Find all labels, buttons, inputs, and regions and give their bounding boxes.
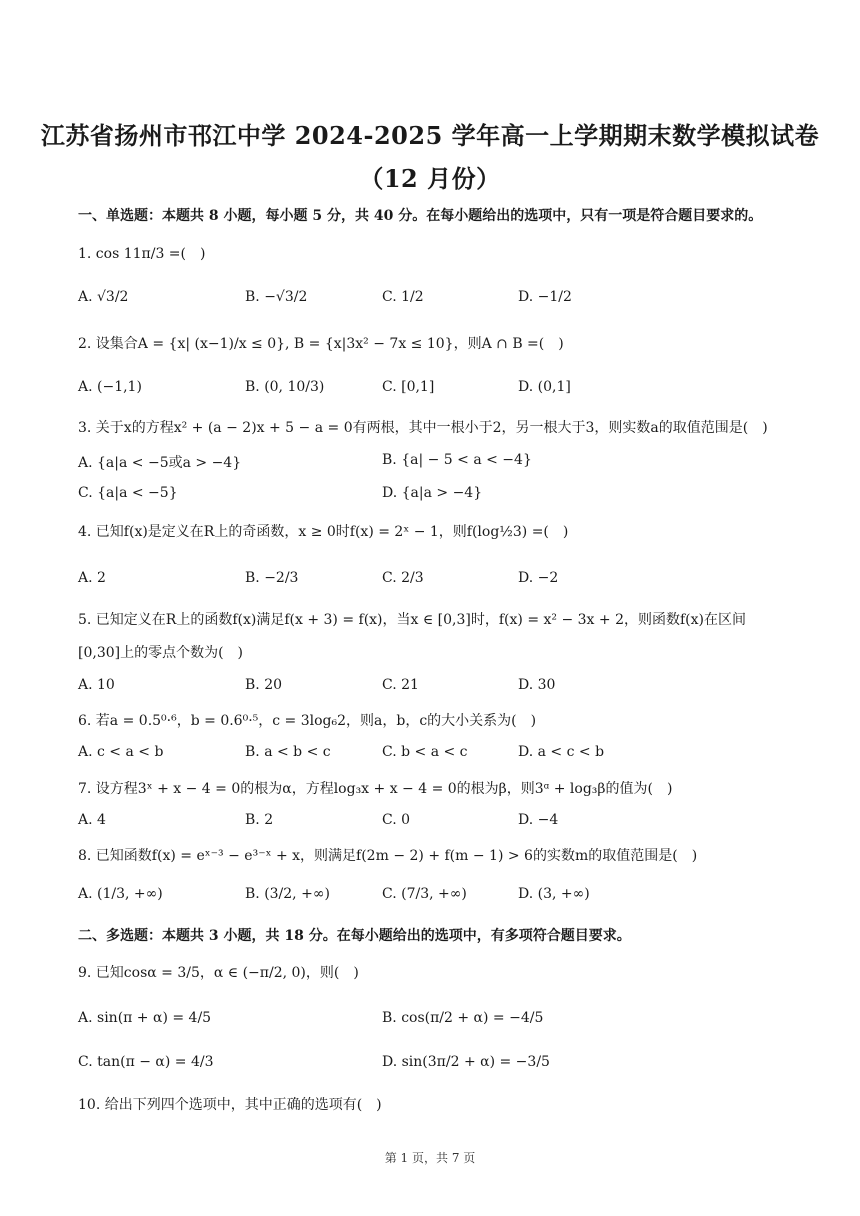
- question-3-option-d: D. {a|a > −4}: [382, 485, 483, 501]
- question-8-option-c: C. (7/3, +∞): [382, 886, 467, 902]
- question-1-option-b: B. −√3/2: [245, 289, 308, 305]
- question-1-option-a: A. √3/2: [78, 289, 129, 305]
- question-1-option-d: D. −1/2: [518, 289, 572, 305]
- question-7-option-a: A. 4: [78, 812, 106, 828]
- question-6-option-a: A. c < a < b: [78, 744, 164, 760]
- question-4-option-b: B. −2/3: [245, 570, 299, 586]
- question-5-option-c: C. 21: [382, 677, 419, 693]
- title-line-2: （12 月份）: [359, 164, 501, 193]
- question-1-option-c: C. 1/2: [382, 289, 424, 305]
- question-9-option-a: A. sin(π + α) = 4/5: [78, 1010, 212, 1026]
- question-8-stem: 8. 已知函数f(x) = eˣ⁻³ − e³⁻ˣ + x，则满足f(2m − 2) + f(m − 1) > 6的实数m的取值范围是( ): [78, 848, 698, 864]
- question-3-option-b: B. {a| − 5 < a < −4}: [382, 452, 532, 468]
- section-1-heading: 一、单选题：本题共 8 小题，每小题 5 分，共 40 分。在每小题给出的选项中，只有一项是符合题目要求的。: [78, 208, 763, 224]
- question-8-option-d: D. (3, +∞): [518, 886, 590, 902]
- question-4-stem: 4. 已知f(x)是定义在R上的奇函数，x ≥ 0时f(x) = 2ˣ − 1，则f(log½3) =( ): [78, 524, 569, 540]
- question-2-option-c: C. [0,1]: [382, 379, 435, 395]
- question-5-option-d: D. 30: [518, 677, 556, 693]
- question-3-stem: 3. 关于x的方程x² + (a − 2)x + 5 − a = 0有两根，其中一根小于2，另一根大于3，则实数a的取值范围是( ): [78, 420, 768, 436]
- question-9-stem: 9. 已知cosα = 3/5，α ∈ (−π/2, 0)，则( ): [78, 965, 359, 981]
- page-footer: 第 1 页，共 7 页: [384, 1151, 476, 1165]
- question-9-option-c: C. tan(π − α) = 4/3: [78, 1054, 214, 1070]
- question-6-option-c: C. b < a < c: [382, 744, 468, 760]
- question-6-stem: 6. 若a = 0.5⁰·⁶，b = 0.6⁰·⁵，c = 3log₆2，则a，b，c的大小关系为( ): [78, 713, 537, 729]
- question-9-option-d: D. sin(3π/2 + α) = −3/5: [382, 1054, 550, 1070]
- question-2-option-d: D. (0,1]: [518, 379, 571, 395]
- question-6-option-b: B. a < b < c: [245, 744, 331, 760]
- question-5-option-b: B. 20: [245, 677, 283, 693]
- question-4-option-d: D. −2: [518, 570, 559, 586]
- question-10-stem: 10. 给出下列四个选项中，其中正确的选项有( ): [78, 1097, 382, 1113]
- question-7-option-c: C. 0: [382, 812, 411, 828]
- question-7-stem: 7. 设方程3ˣ + x − 4 = 0的根为α，方程log₃x + x − 4 = 0的根为β，则3ᵅ + log₃β的值为( ): [78, 781, 673, 797]
- question-7-option-d: D. −4: [518, 812, 559, 828]
- question-7-option-b: B. 2: [245, 812, 274, 828]
- question-5-option-a: A. 10: [78, 677, 115, 693]
- question-6-option-d: D. a < c < b: [518, 744, 605, 760]
- question-4-option-c: C. 2/3: [382, 570, 424, 586]
- question-2-stem: 2. 设集合A = {x| (x−1)/x ≤ 0}, B = {x|3x² − 7x ≤ 10}，则A ∩ B =( ): [78, 336, 564, 352]
- question-1-stem: 1. cos 11π/3 =( ): [78, 246, 206, 262]
- question-2-option-b: B. (0, 10/3): [245, 379, 325, 395]
- section-2-heading: 二、多选题：本题共 3 小题，共 18 分。在每小题给出的选项中，有多项符合题目要求。: [78, 928, 631, 944]
- question-8-option-b: B. (3/2, +∞): [245, 886, 330, 902]
- question-5-stem: 5. 已知定义在R上的函数f(x)满足f(x + 3) = f(x)，当x ∈ [0,3]时，f(x) = x² − 3x + 2，则函数f(x)在区间: [78, 612, 746, 628]
- question-3-option-a: A. {a|a < −5或a > −4}: [78, 455, 242, 471]
- question-2-option-a: A. (−1,1): [78, 379, 142, 395]
- question-4-option-a: A. 2: [78, 570, 106, 586]
- question-8-option-a: A. (1/3, +∞): [78, 886, 163, 902]
- question-5-stem-line-2: [0,30]上的零点个数为( ): [78, 645, 244, 661]
- question-9-option-b: B. cos(π/2 + α) = −4/5: [382, 1010, 544, 1026]
- question-3-option-c: C. {a|a < −5}: [78, 485, 178, 501]
- title-line-1: 江苏省扬州市邗江中学 2024-2025 学年高一上学期期末数学模拟试卷: [40, 121, 820, 150]
